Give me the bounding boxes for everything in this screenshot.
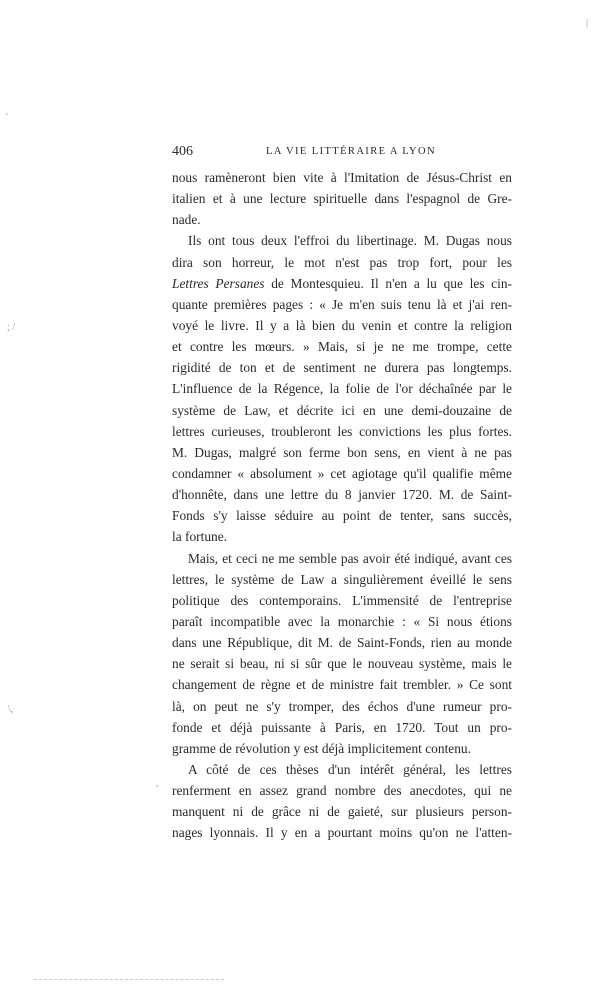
text-line: ne serait si beau, ni si sûr que le nouveau système, mais le <box>172 656 512 672</box>
text-line: rigidité de ton et de sentiment ne durera pas longtemps. <box>172 360 512 376</box>
page-number: 406 <box>172 144 193 159</box>
text-line: changement de règne et de ministre fait trembler. » Ce sont <box>172 677 512 693</box>
text-line: d'honnête, dans une lettre du 8 janvier 1720. M. de Saint- <box>172 487 512 503</box>
text-line: et contre les mœurs. » Mais, si je ne me trompe, cette <box>172 339 512 355</box>
body-text <box>172 167 512 844</box>
text-line: renferment en assez grand nombre des anecdotes, qui ne <box>172 783 512 799</box>
text-line: gramme de révolution y est déjà implicitement contenu. <box>172 740 471 756</box>
text-line: Fonds s'y laisse séduire au point de tenter, sans succès, <box>172 508 512 524</box>
text-line: nages lyonnais. Il y en a pourtant moins qu'on ne l'atten- <box>172 825 512 841</box>
text-line <box>172 273 512 294</box>
text-line: dira son horreur, le mot n'est pas trop fort, pour les <box>172 254 512 270</box>
margin-mark: ; / <box>7 322 16 333</box>
text-line: lettres, le système de Law a singulièrement éveillé le sens <box>172 571 512 587</box>
text-line: politique des contemporains. L'immensité de l'entreprise <box>172 592 512 608</box>
text-line: L'influence de la Régence, la folie de l'or déchaînée par le <box>172 381 512 397</box>
text-line: système de Law, et décrite ici en une demi-douzaine de <box>172 402 512 418</box>
text-line: A côté de ces thèses d'un intérêt général, les lettres <box>188 761 512 777</box>
text-line: voyé le livre. Il y a là bien du venin et contre la religion <box>172 317 512 333</box>
text-line: italien et à une lecture spirituelle dans l'espagnol de Gre- <box>172 191 512 207</box>
text-line: nous ramèneront bien vite à l'Imitation de Jésus-Christ en <box>172 170 512 185</box>
text-line: dans une République, dit M. de Saint-Fonds, rien au monde <box>172 635 512 651</box>
text-line: M. Dugas, malgré son ferme bon sens, en vient à ne pas <box>172 444 512 460</box>
bottom-edge-rule <box>34 979 224 980</box>
margin-mark: | <box>586 18 589 29</box>
text-line: lettres curieuses, troubleront les convictions les plus fortes. <box>172 423 512 439</box>
text-line: Ils ont tous deux l'effroi du libertinage. M. Dugas nous <box>188 233 512 249</box>
italic-title: Lettres Persanes <box>172 275 265 291</box>
margin-mark: ' <box>6 112 8 123</box>
text-line: quante premières pages : « Je m'en suis tenu là et j'ai ren- <box>172 296 512 312</box>
text-line: là, on peut ne s'y tromper, des échos d'une rumeur pro- <box>172 698 512 714</box>
text-line: manquent ni de grâce ni de gaieté, sur plusieurs person- <box>172 804 512 820</box>
text-line: Mais, et ceci ne me semble pas avoir été indiqué, avant ces <box>188 550 512 566</box>
margin-mark: \, <box>8 704 14 715</box>
text-line: nade. <box>172 212 201 228</box>
text-line: la fortune. <box>172 529 228 545</box>
text-line: fonde et déjà puissante à Paris, en 1720. Tout un pro- <box>172 719 512 735</box>
page-header <box>172 144 514 164</box>
text-line: condamner « absolument » cet agiotage qu'il qualifie même <box>172 465 512 481</box>
text-line: paraît incompatible avec la monarchie : « Si nous étions <box>172 613 512 629</box>
text-line-rest: de Montesquieu. Il n'en a lu que les cin- <box>264 275 512 291</box>
margin-mark: , <box>156 778 159 789</box>
running-title: LA VIE LITTÉRAIRE A LYON <box>266 146 437 157</box>
